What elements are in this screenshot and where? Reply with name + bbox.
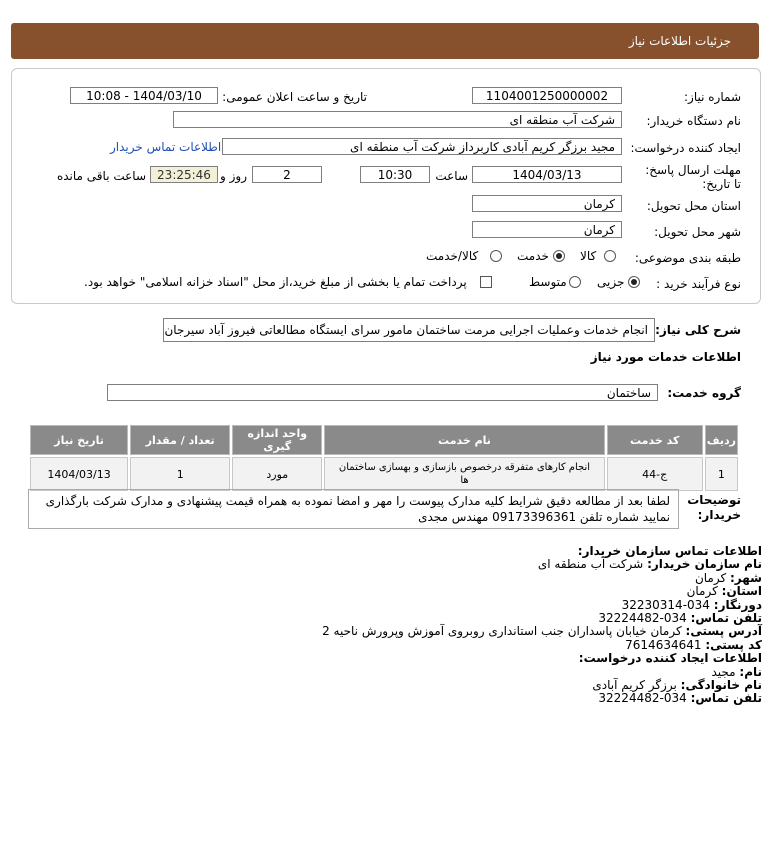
- days-field[interactable]: 2: [252, 166, 322, 183]
- announce-field[interactable]: 1404/03/10 - 10:08: [70, 87, 218, 104]
- services-table: [28, 423, 740, 493]
- contact-fax: دورنگار: 034-32230314: [621, 597, 762, 612]
- process-label: نوع فرآیند خرید :: [656, 277, 741, 291]
- summary-label: شرح کلی نیاز:: [655, 323, 741, 337]
- table-row: [30, 457, 738, 491]
- category-goods-radio[interactable]: [604, 250, 616, 262]
- services-section-title: اطلاعات خدمات مورد نیاز: [590, 350, 741, 364]
- page-header: [11, 23, 759, 59]
- service-group-label: گروه خدمت:: [667, 386, 741, 400]
- treasury-payment-text: پرداخت تمام یا بخشی از مبلغ خرید،از محل "اسناد خزانه اسلامی" خواهد بود.: [84, 275, 467, 289]
- col-code: کد خدمت: [607, 425, 703, 455]
- col-row: ردیف: [705, 425, 738, 455]
- category-goods-label: کالا: [580, 249, 597, 263]
- category-service-radio[interactable]: [553, 250, 565, 262]
- buyer-field[interactable]: شرکت آب منطقه ای: [173, 111, 622, 128]
- need-number-label: شماره نیاز:: [684, 90, 741, 104]
- contact-phone: تلفن تماس: 034-32224482: [598, 611, 762, 626]
- service-group-field[interactable]: ساختمان: [107, 384, 658, 401]
- summary-field[interactable]: انجام خدمات وعملیات اجرایی مرمت ساختمان مامور سرای ایستگاه مطالعاتی فیروز آباد سیرجان: [163, 318, 655, 342]
- province-label: استان محل تحویل:: [646, 199, 741, 213]
- announce-label: تاریخ و ساعت اعلان عمومی:: [222, 90, 367, 104]
- buyer-contact-link[interactable]: اطلاعات تماس خریدار: [110, 140, 222, 154]
- province-field[interactable]: کرمان: [472, 195, 622, 212]
- process-medium-radio[interactable]: [569, 276, 581, 288]
- row-code: ج-44: [607, 457, 703, 491]
- category-label: طبقه بندی موضوعی:: [634, 251, 741, 265]
- contact-city: شهر: کرمان: [694, 570, 762, 585]
- buyer-label: نام دستگاه خریدار:: [646, 114, 741, 128]
- col-date: تاریخ نیاز: [30, 425, 128, 455]
- treasury-payment-checkbox[interactable]: [480, 276, 492, 288]
- remaining-time-field: 23:25:46: [150, 166, 218, 183]
- contact-org: نام سازمان خریدار: شرکت آب منطقه ای: [537, 557, 762, 572]
- creator-title: اطلاعات ایجاد کننده درخواست:: [578, 651, 762, 666]
- notes-field: لطفا بعد از مطالعه دقیق شرایط کلیه مدارک پیوست را مهر و امضا نموده به همراه قیمت پیشنهادی و مدارک شرکت بارگذاری نمایید شماره تلفن 09173396361 مهندس مجدی: [28, 489, 679, 529]
- category-service-label: خدمت: [517, 249, 549, 263]
- process-minor-radio[interactable]: [628, 276, 640, 288]
- page-title: جزئیات اطلاعات نیاز: [628, 34, 731, 48]
- deadline-date-field[interactable]: 1404/03/13: [472, 166, 622, 183]
- process-minor-label: جزیی: [597, 275, 625, 289]
- creator-name: نام: مجید: [711, 664, 762, 679]
- creator-family: نام خانوادگی: برزگر کریم آبادی: [592, 678, 762, 693]
- deadline-label: مهلت ارسال پاسخ: تا تاریخ:: [645, 163, 741, 191]
- category-goods-service-radio[interactable]: [490, 250, 502, 262]
- row-date: 1404/03/13: [30, 457, 128, 491]
- contact-postal: کد پستی: 7614634641: [625, 637, 762, 652]
- creator-label: ایجاد کننده درخواست:: [630, 141, 741, 155]
- notes-label: توضیحات خریدار:: [687, 493, 741, 522]
- table-header-row: [30, 425, 738, 455]
- need-number-field[interactable]: 1104001250000002: [472, 87, 622, 104]
- col-name: نام خدمت: [324, 425, 604, 455]
- process-medium-label: متوسط: [529, 275, 567, 289]
- remaining-label: ساعت باقی مانده: [56, 169, 146, 183]
- row-name: انجام کارهای متفرقه درخصوص بازسازی و بهسازی ساختمان ها: [324, 457, 604, 491]
- city-label: شهر محل تحویل:: [654, 225, 741, 239]
- contact-section: [22, 545, 762, 706]
- creator-field[interactable]: مجید برزگر کریم آبادی کاربرداز شرکت آب منطقه ای: [222, 138, 622, 155]
- row-qty: 1: [130, 457, 230, 491]
- row-number: 1: [705, 457, 738, 491]
- contact-address: آدرس پستی: کرمان خیابان پاسداران جنب استانداری روبروی آموزش وپرورش ناحیه 2: [322, 624, 762, 639]
- category-goods-service-label: کالا/خدمت: [426, 249, 479, 263]
- contact-province: استان: کرمان: [686, 584, 762, 599]
- days-label: روز و: [220, 169, 247, 183]
- creator-phone: تلفن تماس: 034-32224482: [598, 691, 762, 706]
- col-qty: تعداد / مقدار: [130, 425, 230, 455]
- deadline-time-field[interactable]: 10:30: [360, 166, 430, 183]
- city-field[interactable]: کرمان: [472, 221, 622, 238]
- row-unit: مورد: [232, 457, 322, 491]
- contact-title: اطلاعات تماس سازمان خریدار:: [577, 544, 762, 558]
- col-unit: واحد اندازه گیری: [232, 425, 322, 455]
- deadline-time-label: ساعت: [435, 169, 468, 183]
